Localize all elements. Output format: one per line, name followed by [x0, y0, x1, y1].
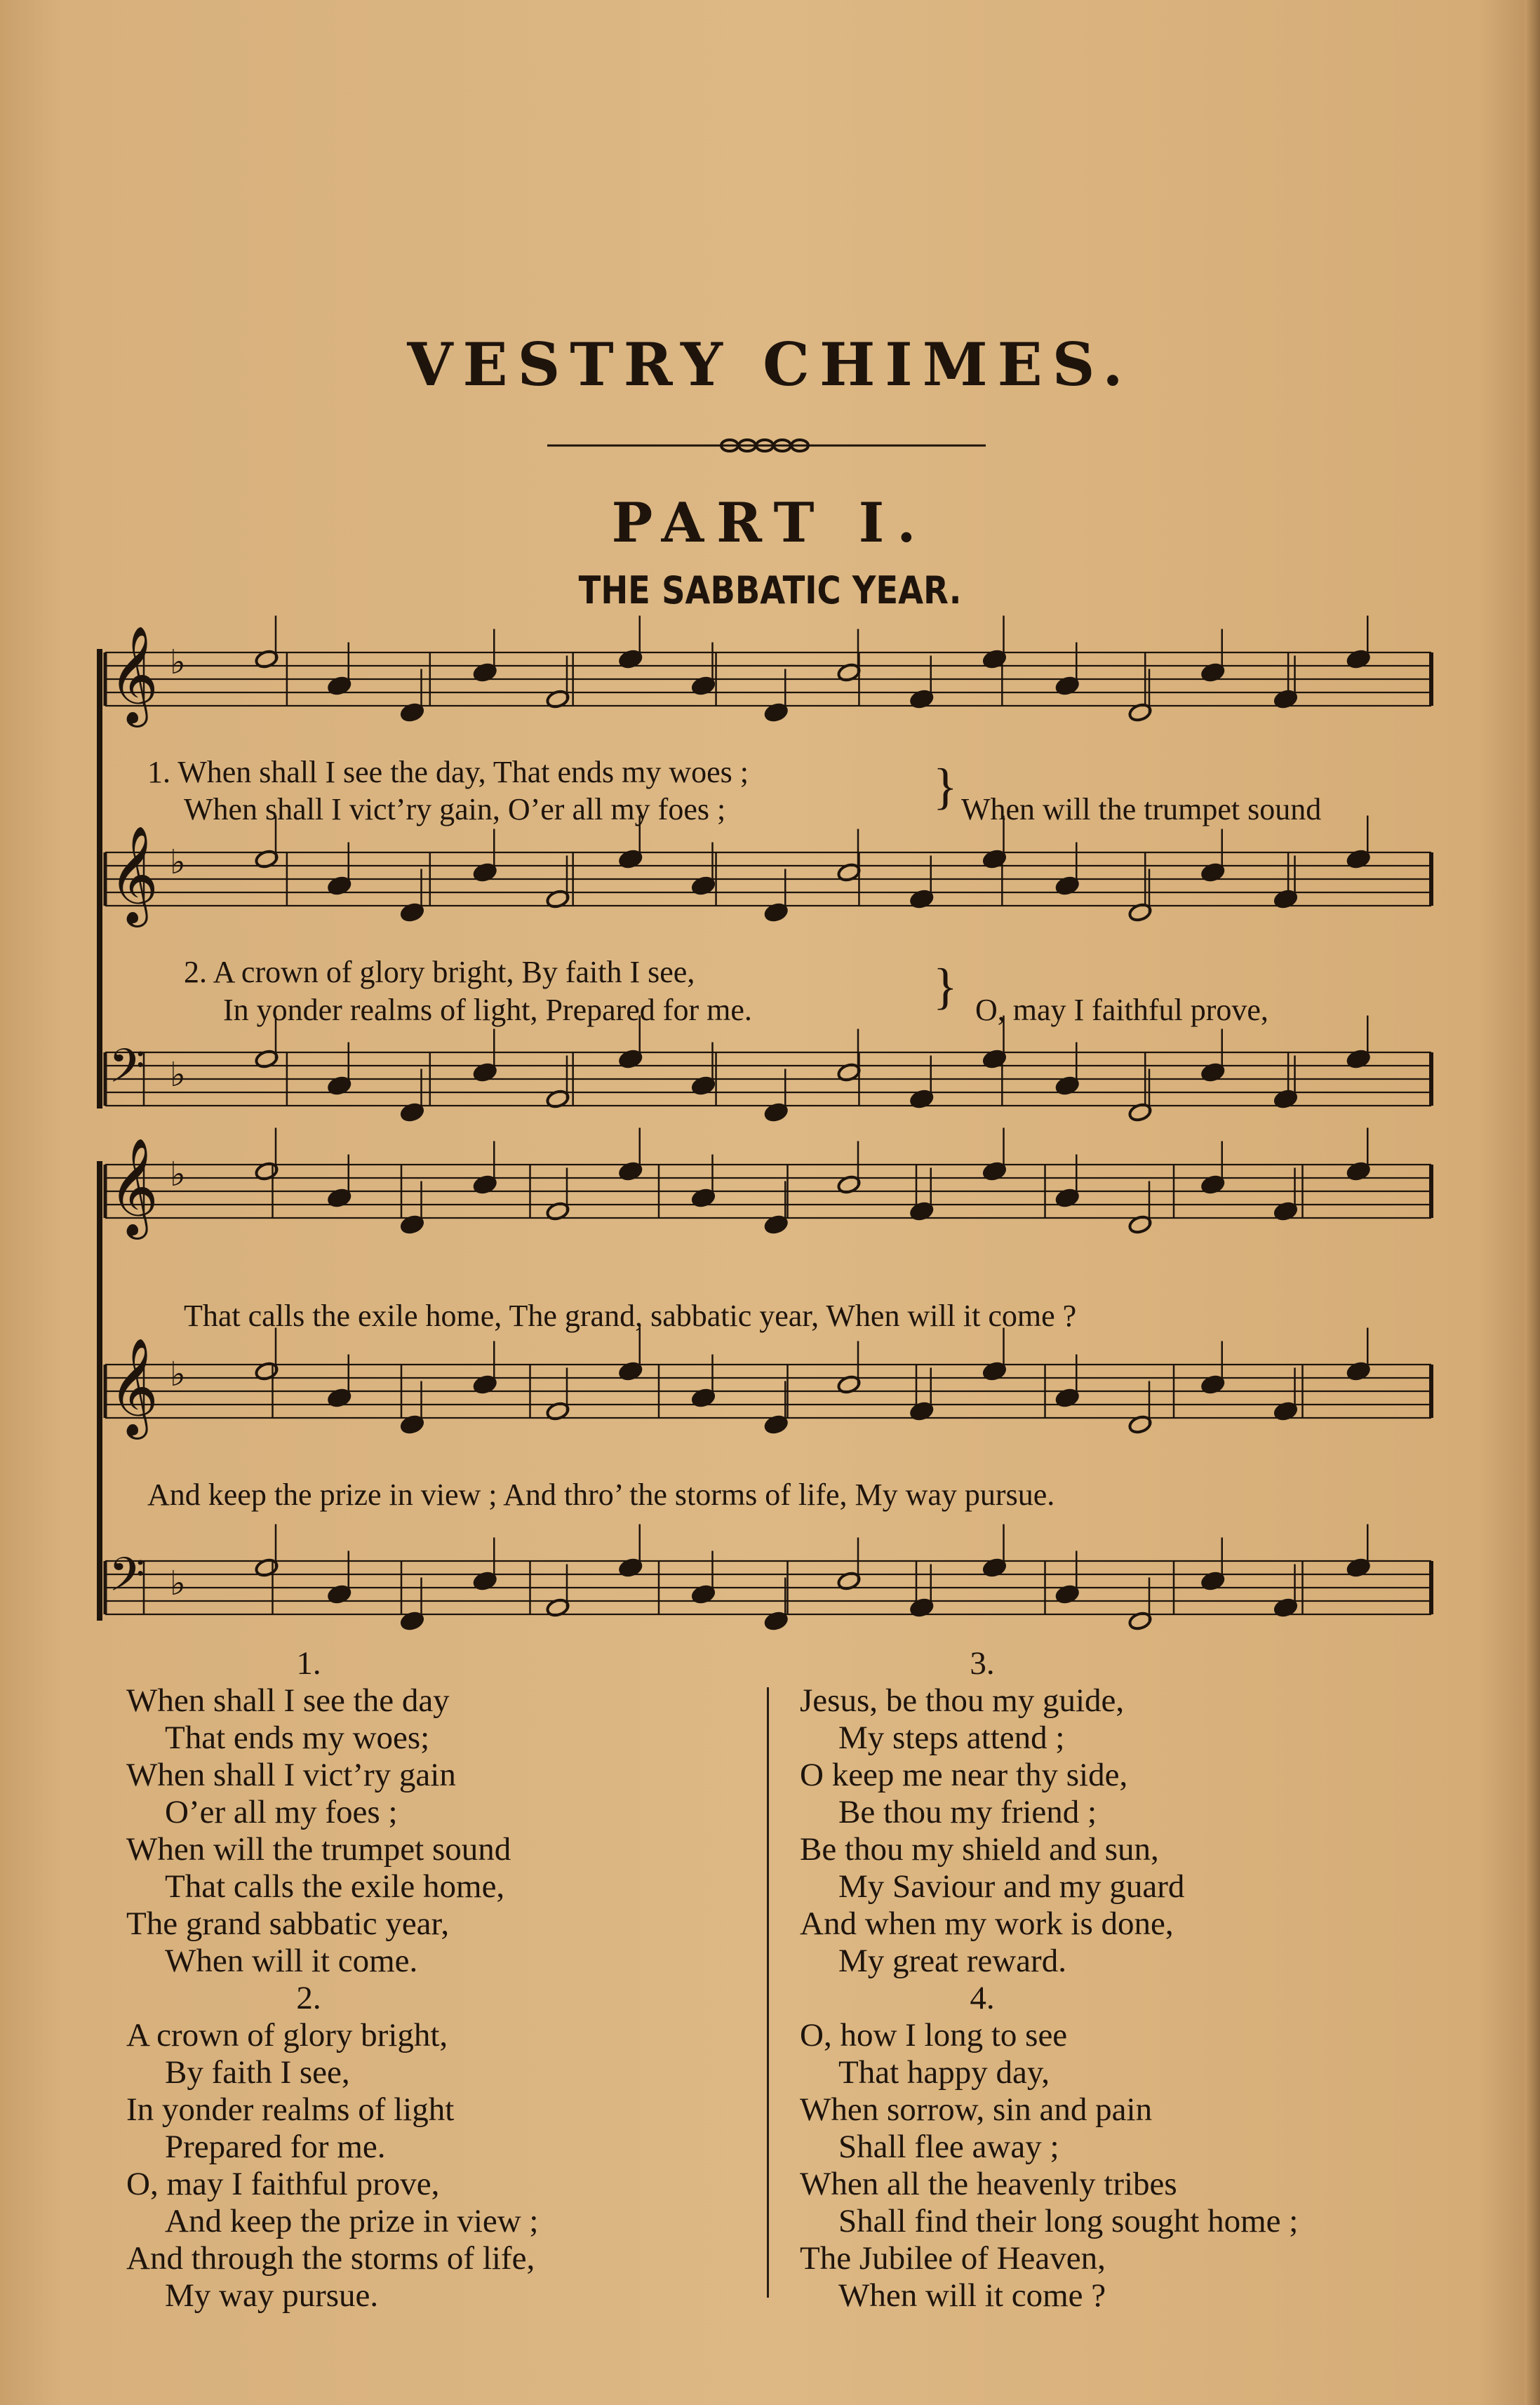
verse-line: That calls the exile home, — [165, 1868, 505, 1905]
verse-line: O, how I long to see — [800, 2017, 1068, 2054]
lyric-line-1b: When shall I vict’ry gain, O’er all my foes ; — [184, 792, 726, 826]
verse-line: Jesus, be thou my guide, — [800, 1682, 1125, 1719]
verse-line: That ends my woes; — [165, 1720, 430, 1756]
verse-line: My great reward. — [838, 1943, 1066, 1979]
verse-line: Be thou my shield and sun, — [800, 1831, 1159, 1868]
song-title: THE SABBATIC YEAR. — [578, 568, 962, 612]
verse-line: And through the storms of life, — [126, 2240, 535, 2277]
verse-line: When will the trumpet sound — [126, 1831, 511, 1868]
verse-line: When will it come ? — [838, 2277, 1106, 2314]
verse-line: And when my work is done, — [800, 1905, 1174, 1942]
verse-line: Shall flee away ; — [838, 2129, 1059, 2165]
treble-clef: 𝄞 — [109, 1338, 159, 1435]
flat-sign: ♭ — [170, 1564, 186, 1603]
verse-line: When shall I see the day — [126, 1682, 450, 1719]
verse-line: O’er all my foes ; — [165, 1794, 398, 1830]
flat-sign: ♭ — [170, 843, 186, 882]
flat-sign: ♭ — [170, 1155, 186, 1194]
treble-clef: 𝄞 — [109, 826, 159, 923]
verse-line: My Saviour and my guard — [838, 1868, 1185, 1905]
lyric-line-4: And keep the prize in view ; And thro’ the storms of life, My way pursue. — [147, 1478, 1055, 1512]
verse-line: And keep the prize in view ; — [165, 2203, 539, 2239]
verse-number: 1. — [296, 1645, 321, 1682]
flat-sign: ♭ — [170, 1055, 186, 1094]
verse-line: O keep me near thy side, — [800, 1757, 1128, 1793]
verses-right-column — [800, 1645, 1298, 2314]
lyric-line-3: That calls the exile home, The grand, sabbatic year, When will it come ? — [184, 1299, 1077, 1333]
verse-line: Be thou my friend ; — [838, 1794, 1097, 1830]
lyric-line-2b: In yonder realms of light, Prepared for me. — [223, 993, 752, 1027]
verse-line: A crown of glory bright, — [126, 2017, 448, 2054]
verse-line: Prepared for me. — [165, 2129, 386, 2165]
verse-line: O, may I faithful prove, — [126, 2166, 440, 2202]
verse-line: My way pursue. — [165, 2277, 379, 2314]
verse-number: 2. — [296, 1980, 321, 2016]
verses-left-column — [126, 1645, 539, 2314]
flat-sign: ♭ — [170, 643, 186, 682]
bass-clef: 𝄢 — [109, 1548, 145, 1613]
verse-line: When all the heavenly tribes — [800, 2166, 1177, 2202]
book-title: VESTRY CHIMES. — [407, 330, 1133, 399]
part-heading: PART I. — [611, 491, 929, 555]
verse-line: By faith I see, — [165, 2054, 350, 2091]
treble-clef: 𝄞 — [109, 626, 159, 723]
flat-sign: ♭ — [170, 1355, 186, 1394]
verse-line: The Jubilee of Heaven, — [800, 2240, 1106, 2277]
verse-line: My steps attend ; — [838, 1720, 1065, 1756]
bass-clef: 𝄢 — [109, 1039, 145, 1104]
verse-line: In yonder realms of light — [126, 2091, 455, 2128]
lyric-line-2a: 2. A crown of glory bright, By faith I see, — [184, 955, 695, 989]
verse-line: That happy day, — [838, 2054, 1050, 2091]
verse-line: When sorrow, sin and pain — [800, 2091, 1153, 2128]
verse-line: When shall I vict’ry gain — [126, 1757, 456, 1793]
verse-line: Shall find their long sought home ; — [838, 2203, 1299, 2239]
lyric-line-1a: 1. When shall I see the day, That ends my woes ; — [147, 755, 749, 789]
column-divider — [767, 1687, 769, 2298]
lyric-line-1c: When will the trumpet sound — [961, 792, 1322, 826]
verse-line: When will it come. — [165, 1943, 418, 1979]
verse-number: 4. — [970, 1980, 995, 2016]
verse-line: The grand sabbatic year, — [126, 1905, 450, 1942]
brace: } — [933, 758, 958, 815]
brace: } — [933, 958, 958, 1014]
treble-clef: 𝄞 — [109, 1138, 159, 1235]
lyric-line-2c: O, may I faithful prove, — [975, 993, 1268, 1027]
verse-number: 3. — [970, 1645, 995, 1682]
